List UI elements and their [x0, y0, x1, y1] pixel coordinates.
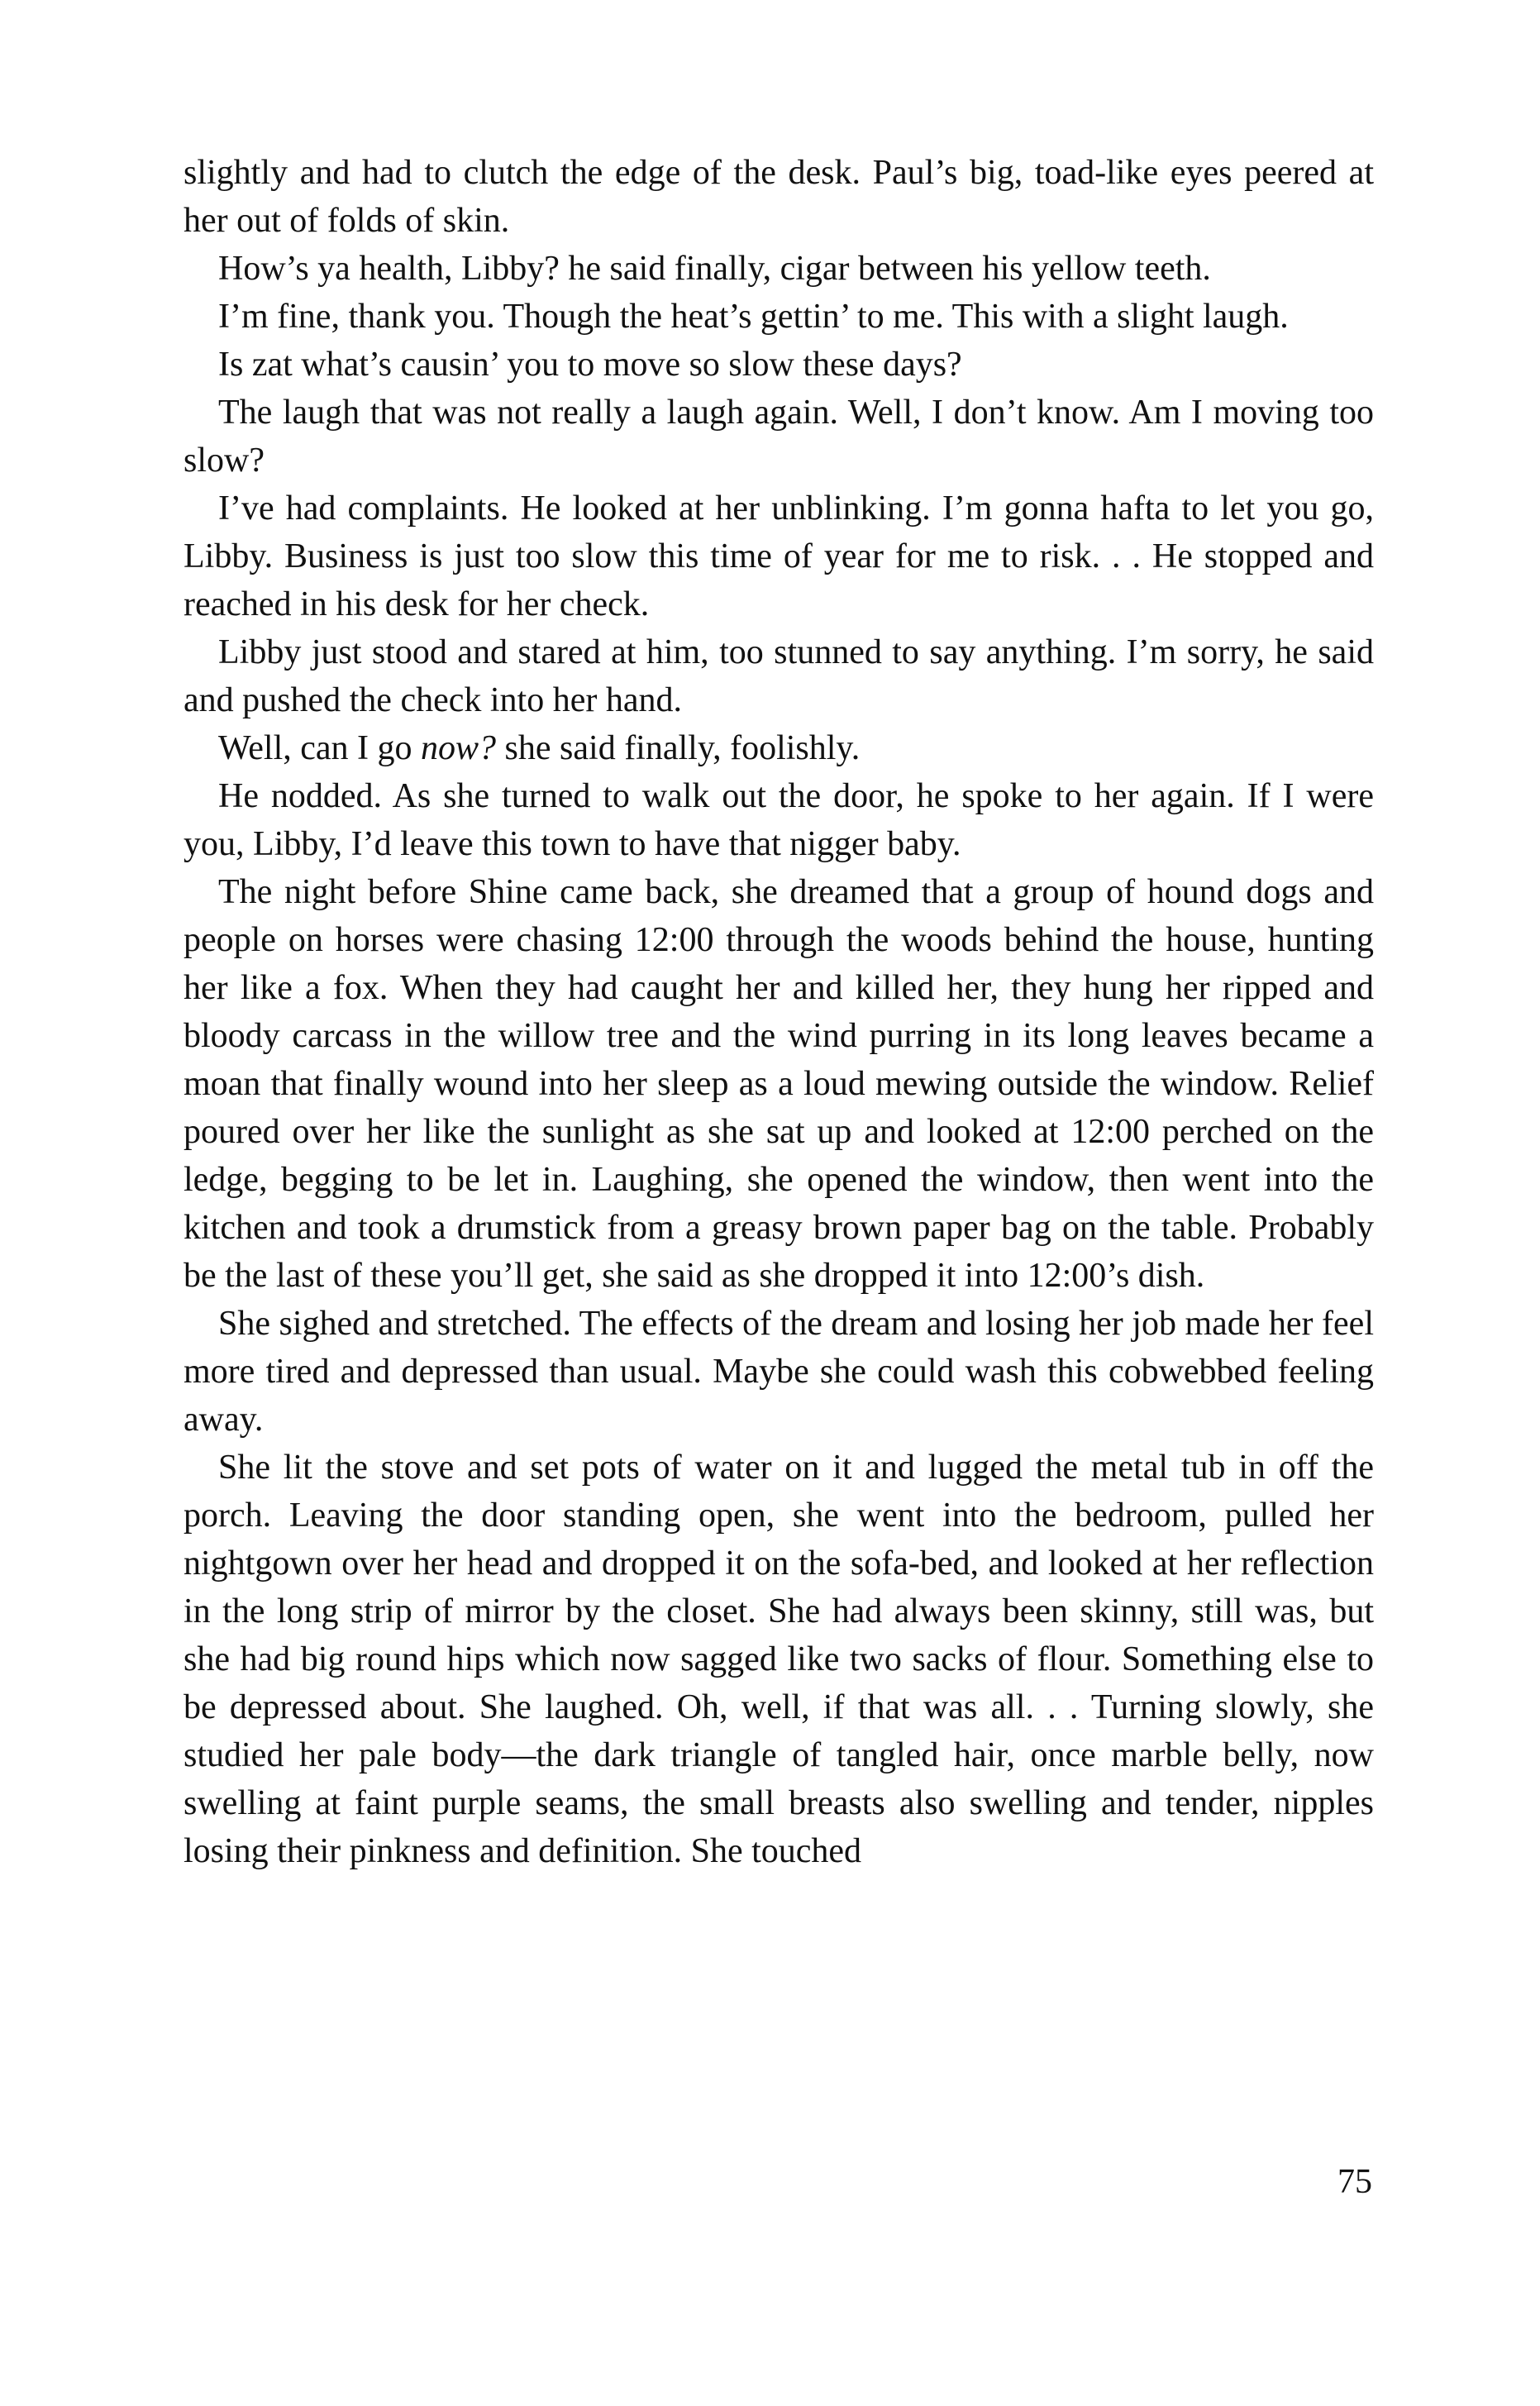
paragraph-9: He nodded. As she turned to walk out the door, he spoke to her again. If I were you, Libby, I’d leave this town to have that nigger baby. [184, 777, 1374, 863]
paragraph-10: The night before Shine came back, she dreamed that a group of hound dogs and people on horses were chasing 12:00 through the woods behind the house, hunting her like a fox. When they had caught her and killed her, they hung her ripped and bloody carcass in the willow tree and the wind purring in its long leaves became a moan that finally wound into her sleep as a loud mewing outside the window. Relief poured over her like the sunlight as she sat up and looked at 12:00 perched on the ledge, begging to be let in. Laughing, she opened the window, then went into the kitchen and took a drumstick from a greasy brown paper bag on the table. Probably be the last of these you’ll get, she said as she dropped it into 12:00’s dish. [184, 873, 1374, 1295]
paragraph-8 [184, 724, 1374, 772]
paragraph-5: The laugh that was not really a laugh again. Well, I don’t know. Am I moving too slow? [184, 394, 1374, 480]
paragraph-6: I’ve had complaints. He looked at her unblinking. I’m gonna hafta to let you go, Libby. Business is just too slow this time of year for me to risk. . . He stopped and reached in his desk for her check. [184, 489, 1374, 623]
page-number: 75 [1337, 2163, 1372, 2201]
paragraph-3: I’m fine, thank you. Though the heat’s gettin’ to me. This with a slight laugh. [218, 298, 1289, 336]
paragraph-7: Libby just stood and stared at him, too stunned to say anything. I’m sorry, he said and pushed the check into her hand. [184, 633, 1374, 719]
paragraph-1: slightly and had to clutch the edge of the desk. Paul’s big, toad-like eyes peered at her out of folds of skin. [184, 154, 1374, 240]
paragraph-4: Is zat what’s causin’ you to move so slow these days? [218, 346, 962, 384]
paragraph-8-before: Well, can I go [218, 729, 422, 767]
body-text [184, 149, 1374, 1875]
paragraph-8-after: she said finally, foolishly. [496, 729, 861, 767]
paragraph-12: She lit the stove and set pots of water on it and lugged the metal tub in off the porch. Leaving the door standing open, she went into the bedroom, pulled her nightgown over her head and dropped it on the sofa-bed, and looked at her reflection in the long strip of mirror by the closet. She had always been skinny, still was, but she had big round hips which now sagged like two sacks of flour. Something else to be depressed about. She laughed. Oh, well, if that was all. . . Turning slowly, she studied her pale body—the dark triangle of tangled hair, once marble belly, now swelling at faint purple seams, the small breasts also swelling and tender, nipples losing their pinkness and definition. She touched [184, 1449, 1374, 1870]
paragraph-8-emphasis: now? [421, 729, 497, 767]
paragraph-2: How’s ya health, Libby? he said finally, cigar between his yellow teeth. [218, 250, 1211, 288]
paragraph-11: She sighed and stretched. The effects of the dream and losing her job made her feel more tired and depressed than usual. Maybe she could wash this cobwebbed feeling away. [184, 1305, 1374, 1439]
